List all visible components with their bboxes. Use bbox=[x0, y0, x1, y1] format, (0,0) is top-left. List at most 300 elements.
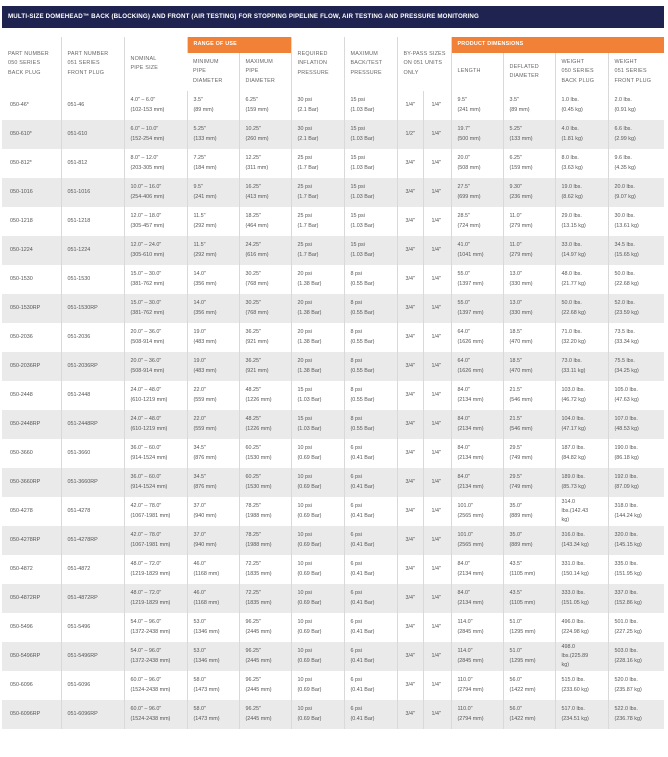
cell-line: (508-914 mm) bbox=[130, 367, 165, 374]
cell-backtest-pressure bbox=[344, 207, 397, 236]
cell-length bbox=[451, 381, 503, 410]
cell-line: 15 psi bbox=[350, 242, 365, 249]
cell-bypass-1: 3/4" bbox=[397, 526, 423, 555]
cell-part-back: 050-3660 bbox=[2, 439, 61, 468]
cell-line: 48.0" – 72.0" bbox=[130, 561, 162, 568]
cell-backtest-pressure bbox=[344, 439, 397, 468]
cell-line: 8 psi bbox=[350, 416, 362, 423]
cell-bypass-2: 1/4" bbox=[423, 352, 451, 381]
cell-line: (0.41 Bar) bbox=[350, 454, 375, 461]
cell-line: 30.0 lbs. bbox=[614, 213, 635, 220]
cell-line: (133 mm) bbox=[193, 135, 217, 142]
cell-line: (2134 mm) bbox=[457, 483, 484, 490]
cell-part-front: 051-2448 bbox=[61, 381, 124, 410]
cell-line: (559 mm) bbox=[193, 425, 217, 432]
cell-part-front: 051-812 bbox=[61, 149, 124, 178]
cell-line: (2134 mm) bbox=[457, 570, 484, 577]
header-line: NOMINAL bbox=[130, 55, 157, 62]
cell-deflated-diameter bbox=[503, 410, 555, 439]
cell-line: 520.0 lbs. bbox=[614, 677, 638, 684]
header-line: INFLATION bbox=[297, 60, 328, 67]
table-row bbox=[2, 352, 664, 381]
cell-length bbox=[451, 497, 503, 526]
header-line: PART NUMBER bbox=[67, 51, 109, 58]
cell-nominal-size bbox=[124, 352, 187, 381]
cell-max-diameter bbox=[239, 207, 291, 236]
cell-line: (184 mm) bbox=[193, 164, 217, 171]
cell-nominal-size bbox=[124, 236, 187, 265]
cell-line: 60.25" bbox=[245, 445, 261, 452]
cell-line: 56.0" bbox=[509, 706, 522, 713]
cell-line: 16.25" bbox=[245, 184, 261, 191]
cell-line: (0.69 Bar) bbox=[297, 715, 322, 722]
cell-bypass-2: 1/4" bbox=[423, 613, 451, 642]
cell-inflation-pressure bbox=[291, 439, 344, 468]
cell-line: (546 mm) bbox=[509, 396, 533, 403]
cell-line: 4.0 lbs. bbox=[561, 126, 579, 133]
cell-line: (2134 mm) bbox=[457, 599, 484, 606]
cell-weight-050 bbox=[555, 584, 608, 613]
header-weight-051 bbox=[608, 53, 664, 91]
header-line: MAXIMUM bbox=[350, 51, 378, 58]
cell-line: 7.25" bbox=[193, 155, 206, 162]
cell-bypass-1: 3/4" bbox=[397, 236, 423, 265]
cell-min-diameter bbox=[187, 555, 239, 584]
cell-max-diameter bbox=[239, 178, 291, 207]
cell-backtest-pressure bbox=[344, 294, 397, 323]
cell-line: 27.5" bbox=[457, 184, 470, 191]
cell-line: 43.5" bbox=[509, 561, 522, 568]
cell-nominal-size bbox=[124, 526, 187, 555]
cell-nominal-size bbox=[124, 439, 187, 468]
cell-line: (236 mm) bbox=[509, 193, 533, 200]
cell-line: 6 psi bbox=[350, 619, 362, 626]
cell-line: 19.0" bbox=[193, 329, 206, 336]
cell-bypass-2: 1/4" bbox=[423, 497, 451, 526]
cell-line: 14.0" bbox=[193, 300, 206, 307]
cell-line: (1372-2438 mm) bbox=[130, 657, 171, 664]
cell-line: (1.38 Bar) bbox=[297, 309, 322, 316]
cell-weight-051 bbox=[608, 178, 664, 207]
cell-line: 24.25" bbox=[245, 242, 261, 249]
cell-line: (1.03 Bar) bbox=[350, 251, 375, 258]
cell-max-diameter bbox=[239, 410, 291, 439]
cell-backtest-pressure bbox=[344, 642, 397, 671]
cell-line: (500 mm) bbox=[457, 135, 481, 142]
cell-inflation-pressure bbox=[291, 584, 344, 613]
cell-line: 71.0 lbs. bbox=[561, 329, 582, 336]
cell-line: (1105 mm) bbox=[509, 570, 536, 577]
cell-backtest-pressure bbox=[344, 410, 397, 439]
cell-line: 60.0" – 96.0" bbox=[130, 706, 162, 713]
cell-line: (0.69 Bar) bbox=[297, 454, 322, 461]
table-row bbox=[2, 410, 664, 439]
cell-line: 19.0" bbox=[193, 358, 206, 365]
cell-inflation-pressure bbox=[291, 642, 344, 671]
cell-line: (1397 mm) bbox=[457, 309, 484, 316]
cell-line: (699 mm) bbox=[457, 193, 481, 200]
cell-line: 10 psi bbox=[297, 648, 312, 655]
cell-line: 4.0" – 6.0" bbox=[130, 97, 156, 104]
cell-nominal-size bbox=[124, 178, 187, 207]
cell-deflated-diameter bbox=[503, 91, 555, 120]
cell-inflation-pressure bbox=[291, 526, 344, 555]
cell-line: (143.34 kg) bbox=[561, 541, 589, 548]
cell-deflated-diameter bbox=[503, 468, 555, 497]
cell-min-diameter bbox=[187, 91, 239, 120]
cell-line: 29.0 lbs. bbox=[561, 213, 582, 220]
cell-max-diameter bbox=[239, 236, 291, 265]
cell-line: 9.6 lbs. bbox=[614, 155, 632, 162]
cell-line: (1.03 Bar) bbox=[350, 164, 375, 171]
table-row bbox=[2, 555, 664, 584]
cell-line: 335.0 lbs. bbox=[614, 561, 638, 568]
cell-deflated-diameter bbox=[503, 323, 555, 352]
cell-nominal-size bbox=[124, 207, 187, 236]
cell-line: (1067-1981 mm) bbox=[130, 541, 171, 548]
cell-weight-050 bbox=[555, 555, 608, 584]
cell-bypass-2: 1/4" bbox=[423, 265, 451, 294]
cell-line: 84.0" bbox=[457, 590, 470, 597]
cell-line: 114.0" bbox=[457, 619, 473, 626]
cell-max-diameter bbox=[239, 439, 291, 468]
table-row bbox=[2, 700, 664, 729]
cell-line: (86.18 kg) bbox=[614, 454, 639, 461]
cell-part-front: 051-4278 bbox=[61, 497, 124, 526]
cell-line: 15 psi bbox=[350, 97, 365, 104]
header-line: DIAMETER bbox=[193, 77, 223, 84]
cell-line: 84.0" bbox=[457, 416, 470, 423]
cell-deflated-diameter bbox=[503, 294, 555, 323]
cell-min-diameter bbox=[187, 323, 239, 352]
cell-weight-050 bbox=[555, 265, 608, 294]
cell-weight-051 bbox=[608, 439, 664, 468]
cell-part-back: 050-812* bbox=[2, 149, 61, 178]
cell-inflation-pressure bbox=[291, 555, 344, 584]
cell-line: 18.25" bbox=[245, 213, 261, 220]
cell-line: (89 mm) bbox=[509, 106, 530, 113]
cell-line: (921 mm) bbox=[245, 367, 269, 374]
cell-line: 5.25" bbox=[193, 126, 206, 133]
cell-weight-050 bbox=[555, 91, 608, 120]
cell-part-front: 051-4872RP bbox=[61, 584, 124, 613]
cell-deflated-diameter bbox=[503, 642, 555, 671]
header-line: MAXIMUM bbox=[245, 59, 273, 66]
cell-line: 12.25" bbox=[245, 155, 261, 162]
header-line: PART NUMBER bbox=[8, 51, 49, 58]
cell-bypass-2: 1/4" bbox=[423, 178, 451, 207]
table-row bbox=[2, 584, 664, 613]
cell-backtest-pressure bbox=[344, 381, 397, 410]
cell-nominal-size bbox=[124, 265, 187, 294]
cell-nominal-size bbox=[124, 294, 187, 323]
cell-nominal-size bbox=[124, 468, 187, 497]
cell-line: 522.0 lbs. bbox=[614, 706, 638, 713]
cell-line: 30 psi bbox=[297, 97, 312, 104]
cell-line: (235.87 kg) bbox=[614, 686, 642, 693]
table-row bbox=[2, 149, 664, 178]
cell-line: (13.61 kg) bbox=[614, 222, 639, 229]
header-line: REQUIRED bbox=[297, 51, 328, 58]
cell-max-diameter bbox=[239, 497, 291, 526]
cell-line: (1626 mm) bbox=[457, 338, 484, 345]
cell-line: (305-610 mm) bbox=[130, 251, 165, 258]
cell-part-back: 050-6096 bbox=[2, 671, 61, 700]
cell-line: lbs.(142.43 bbox=[561, 507, 589, 514]
cell-deflated-diameter bbox=[503, 439, 555, 468]
cell-length bbox=[451, 584, 503, 613]
cell-line: 21.5" bbox=[509, 387, 522, 394]
cell-line: 11.5" bbox=[193, 242, 206, 249]
cell-line: (1.7 Bar) bbox=[297, 222, 319, 229]
cell-line: (2565 mm) bbox=[457, 512, 484, 519]
cell-bypass-2: 1/4" bbox=[423, 207, 451, 236]
cell-backtest-pressure bbox=[344, 671, 397, 700]
cell-line: (311 mm) bbox=[245, 164, 269, 171]
cell-max-diameter bbox=[239, 265, 291, 294]
cell-inflation-pressure bbox=[291, 323, 344, 352]
cell-length bbox=[451, 265, 503, 294]
cell-length bbox=[451, 178, 503, 207]
cell-line: 103.0 lbs. bbox=[561, 387, 585, 394]
cell-line: (1397 mm) bbox=[457, 280, 484, 287]
cell-backtest-pressure bbox=[344, 497, 397, 526]
cell-length bbox=[451, 671, 503, 700]
cell-line: 6 psi bbox=[350, 561, 362, 568]
cell-line: 501.0 lbs. bbox=[614, 619, 638, 626]
cell-line: 19.0 lbs. bbox=[561, 184, 582, 191]
cell-line: 48.0 lbs. bbox=[561, 271, 582, 278]
cell-deflated-diameter bbox=[503, 236, 555, 265]
cell-inflation-pressure bbox=[291, 671, 344, 700]
cell-backtest-pressure bbox=[344, 178, 397, 207]
cell-line: (152-254 mm) bbox=[130, 135, 165, 142]
header-line: MINIMUM bbox=[193, 59, 219, 66]
cell-line: (305-457 mm) bbox=[130, 222, 165, 229]
cell-weight-051 bbox=[608, 613, 664, 642]
table-row bbox=[2, 91, 664, 120]
table-row bbox=[2, 178, 664, 207]
cell-part-back: 050-5496 bbox=[2, 613, 61, 642]
cell-length bbox=[451, 120, 503, 149]
cell-length bbox=[451, 294, 503, 323]
cell-line: (0.69 Bar) bbox=[297, 512, 322, 519]
cell-line: 48.25" bbox=[245, 416, 261, 423]
cell-part-back: 050-5496RP bbox=[2, 642, 61, 671]
cell-line: 314.0 bbox=[561, 498, 575, 505]
cell-line: 29.5" bbox=[509, 445, 522, 452]
cell-line: (102-153 mm) bbox=[130, 106, 165, 113]
cell-line: (151.95 kg) bbox=[614, 570, 642, 577]
cell-line: (2134 mm) bbox=[457, 454, 484, 461]
cell-part-front: 051-1224 bbox=[61, 236, 124, 265]
cell-min-diameter bbox=[187, 671, 239, 700]
cell-deflated-diameter bbox=[503, 555, 555, 584]
cell-deflated-diameter bbox=[503, 352, 555, 381]
cell-line: 15 psi bbox=[350, 155, 365, 162]
cell-line: (279 mm) bbox=[509, 222, 533, 229]
table-row bbox=[2, 236, 664, 265]
cell-line: (508-914 mm) bbox=[130, 338, 165, 345]
cell-length bbox=[451, 700, 503, 729]
cell-line: (1346 mm) bbox=[193, 628, 220, 635]
cell-line: (13.15 kg) bbox=[561, 222, 586, 229]
cell-bypass-1: 3/4" bbox=[397, 294, 423, 323]
cell-line: (159 mm) bbox=[245, 106, 269, 113]
cell-line: (1.03 Bar) bbox=[297, 396, 322, 403]
cell-line: (610-1219 mm) bbox=[130, 425, 168, 432]
cell-line: 20.0 lbs. bbox=[614, 184, 635, 191]
cell-line: (921 mm) bbox=[245, 338, 269, 345]
cell-line: (889 mm) bbox=[509, 512, 533, 519]
cell-line: 11.0" bbox=[509, 242, 522, 249]
cell-line: (87.09 kg) bbox=[614, 483, 639, 490]
cell-part-back: 050-4872 bbox=[2, 555, 61, 584]
cell-part-back: 050-6096RP bbox=[2, 700, 61, 729]
cell-inflation-pressure bbox=[291, 381, 344, 410]
cell-line: 12.0" – 24.0" bbox=[130, 242, 162, 249]
cell-line: 37.0" bbox=[193, 532, 206, 539]
cell-part-front: 051-5496 bbox=[61, 613, 124, 642]
cell-bypass-1: 3/4" bbox=[397, 700, 423, 729]
cell-inflation-pressure bbox=[291, 120, 344, 149]
cell-weight-050 bbox=[555, 439, 608, 468]
cell-line: 6 psi bbox=[350, 503, 362, 510]
cell-part-back: 050-2036RP bbox=[2, 352, 61, 381]
header-line: PRESSURE bbox=[350, 69, 382, 76]
cell-line: (0.41 Bar) bbox=[350, 628, 375, 635]
cell-line: (254-406 mm) bbox=[130, 193, 165, 200]
cell-line: 10 psi bbox=[297, 503, 312, 510]
cell-line: (4.35 kg) bbox=[614, 164, 636, 171]
cell-part-back: 050-1218 bbox=[2, 207, 61, 236]
cell-bypass-1: 3/4" bbox=[397, 410, 423, 439]
cell-length bbox=[451, 410, 503, 439]
cell-line: 42.0" – 78.0" bbox=[130, 532, 162, 539]
cell-line: 34.5" bbox=[193, 445, 206, 452]
cell-weight-051 bbox=[608, 497, 664, 526]
cell-line: kg) bbox=[561, 662, 569, 669]
cell-line: 24.0" – 48.0" bbox=[130, 387, 162, 394]
cell-backtest-pressure bbox=[344, 236, 397, 265]
header-deflated bbox=[503, 53, 555, 91]
cell-weight-051 bbox=[608, 120, 664, 149]
cell-weight-050 bbox=[555, 613, 608, 642]
cell-line: (0.41 Bar) bbox=[350, 541, 375, 548]
cell-line: 11.5" bbox=[193, 213, 206, 220]
cell-inflation-pressure bbox=[291, 497, 344, 526]
cell-bypass-2: 1/4" bbox=[423, 323, 451, 352]
cell-line: (1041 mm) bbox=[457, 251, 484, 258]
cell-max-diameter bbox=[239, 468, 291, 497]
cell-deflated-diameter bbox=[503, 700, 555, 729]
cell-line: 96.25" bbox=[245, 619, 261, 626]
cell-bypass-1: 3/4" bbox=[397, 671, 423, 700]
cell-line: (470 mm) bbox=[509, 367, 533, 374]
cell-deflated-diameter bbox=[503, 497, 555, 526]
cell-weight-050 bbox=[555, 236, 608, 265]
cell-weight-051 bbox=[608, 526, 664, 555]
cell-line: (1168 mm) bbox=[193, 599, 220, 606]
cell-line: 43.5" bbox=[509, 590, 522, 597]
cell-bypass-2: 1/4" bbox=[423, 700, 451, 729]
cell-line: 8 psi bbox=[350, 358, 362, 365]
cell-line: 20 psi bbox=[297, 329, 312, 336]
cell-line: (1.03 Bar) bbox=[350, 193, 375, 200]
cell-line: 13.0" bbox=[509, 300, 522, 307]
cell-part-front: 051-1016 bbox=[61, 178, 124, 207]
cell-bypass-1: 1/4" bbox=[397, 91, 423, 120]
cell-line: 30.25" bbox=[245, 300, 261, 307]
table-row bbox=[2, 265, 664, 294]
cell-line: 75.5 lbs. bbox=[614, 358, 635, 365]
cell-deflated-diameter bbox=[503, 207, 555, 236]
cell-line: 331.0 lbs. bbox=[561, 561, 585, 568]
cell-line: (330 mm) bbox=[509, 309, 533, 316]
cell-line: 30 psi bbox=[297, 126, 312, 133]
cell-part-back: 050-1224 bbox=[2, 236, 61, 265]
cell-line: (1219-1829 mm) bbox=[130, 599, 171, 606]
cell-line: 25 psi bbox=[297, 155, 312, 162]
cell-line: (1.38 Bar) bbox=[297, 338, 322, 345]
table-row bbox=[2, 468, 664, 497]
cell-line: (0.41 Bar) bbox=[350, 686, 375, 693]
cell-line: (47.63 kg) bbox=[614, 396, 639, 403]
cell-line: (724 mm) bbox=[457, 222, 481, 229]
cell-line: (14.97 kg) bbox=[561, 251, 586, 258]
cell-line: (1.81 kg) bbox=[561, 135, 583, 142]
cell-line: 10.25" bbox=[245, 126, 261, 133]
cell-length bbox=[451, 352, 503, 381]
cell-line: (0.69 Bar) bbox=[297, 570, 322, 577]
cell-line: (0.45 kg) bbox=[561, 106, 583, 113]
cell-line: 19.7" bbox=[457, 126, 470, 133]
cell-part-front: 051-1218 bbox=[61, 207, 124, 236]
cell-backtest-pressure bbox=[344, 352, 397, 381]
cell-part-front: 051-6096 bbox=[61, 671, 124, 700]
cell-deflated-diameter bbox=[503, 178, 555, 207]
cell-backtest-pressure bbox=[344, 555, 397, 584]
cell-line: (0.69 Bar) bbox=[297, 599, 322, 606]
cell-line: (0.69 Bar) bbox=[297, 686, 322, 693]
header-line: BACK PLUG bbox=[8, 69, 41, 76]
cell-line: (1524-2438 mm) bbox=[130, 686, 171, 693]
cell-min-diameter bbox=[187, 642, 239, 671]
cell-line: 64.0" bbox=[457, 329, 470, 336]
cell-line: (1473 mm) bbox=[193, 715, 220, 722]
cell-length bbox=[451, 236, 503, 265]
cell-line: (152.86 kg) bbox=[614, 599, 642, 606]
cell-max-diameter bbox=[239, 323, 291, 352]
cell-line: (1219-1829 mm) bbox=[130, 570, 171, 577]
cell-bypass-2: 1/4" bbox=[423, 526, 451, 555]
cell-line: (1372-2438 mm) bbox=[130, 628, 171, 635]
cell-weight-051 bbox=[608, 642, 664, 671]
cell-line: (0.55 Bar) bbox=[350, 309, 375, 316]
cell-line: 13.0" bbox=[509, 271, 522, 278]
cell-deflated-diameter bbox=[503, 149, 555, 178]
cell-inflation-pressure bbox=[291, 91, 344, 120]
cell-line: (616 mm) bbox=[245, 251, 269, 258]
product-table bbox=[2, 37, 664, 729]
cell-line: (1168 mm) bbox=[193, 570, 220, 577]
cell-line: 58.0" bbox=[193, 706, 206, 713]
cell-min-diameter bbox=[187, 497, 239, 526]
table-row bbox=[2, 526, 664, 555]
cell-weight-050 bbox=[555, 410, 608, 439]
cell-line: 6.25" bbox=[509, 155, 522, 162]
cell-line: 15.0" – 30.0" bbox=[130, 300, 162, 307]
